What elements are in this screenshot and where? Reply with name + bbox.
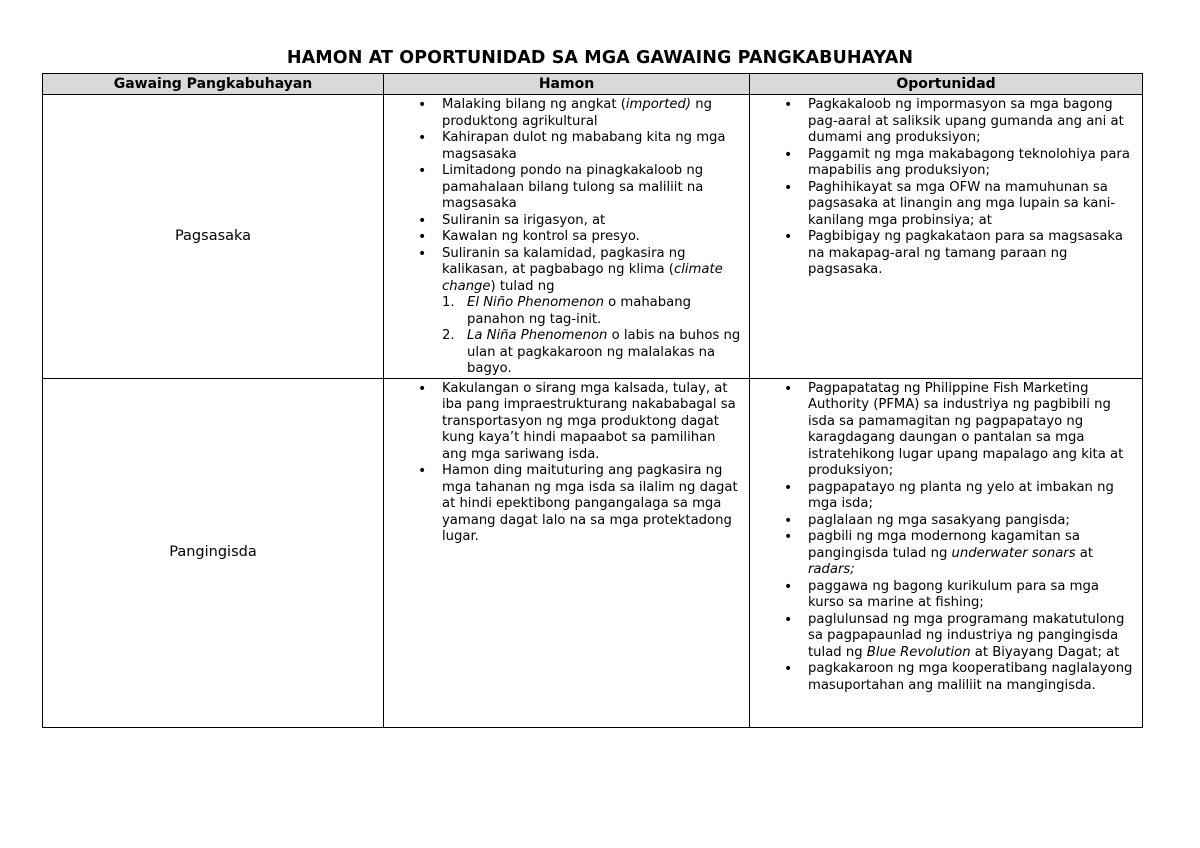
table-row-pagsasaka	[43, 95, 1143, 379]
hamon-cell	[384, 95, 750, 379]
list-item: • Kawalan ng kontrol sa presyo.	[442, 229, 743, 246]
hamon-list	[384, 95, 749, 378]
list-item: • Kahirapan dulot ng mababang kita ng mga magsasaka	[442, 130, 743, 163]
category-cell: Pangingisda	[43, 378, 384, 727]
list-item: • pagbili ng mga modernong kagamitan sa pangingisda tulad ng underwater sonars at radars;	[808, 529, 1136, 579]
list-item: • Suliranin sa irigasyon, at	[442, 213, 743, 230]
oportunidad-list	[750, 379, 1142, 695]
oportunidad-cell	[750, 95, 1143, 379]
list-item: • Pagkakaloob ng impormasyon sa mga bagong pag-aaral at saliksik upang gumanda ang ani at dumami ang produksiyon;	[808, 97, 1136, 147]
livelihood-table	[42, 73, 1143, 728]
list-item: • Paggamit ng mga makabagong teknolohiya para mapabilis ang produksiyon;	[808, 147, 1136, 180]
hamon-cell	[384, 378, 750, 727]
header-oportunidad: Oportunidad	[750, 74, 1143, 95]
oportunidad-list	[750, 95, 1142, 279]
category-cell: Pagsasaka	[43, 95, 384, 379]
table-header-row	[43, 74, 1143, 95]
document-title: HAMON AT OPORTUNIDAD SA MGA GAWAING PANGKABUHAYAN	[286, 48, 914, 68]
list-item: • paglalaan ng mga sasakyang pangisda;	[808, 513, 1136, 530]
sublist-item: 2. La Niña Phenomenon o labis na buhos ng ulan at pagkakaroon ng malalakas na bagyo.	[442, 328, 741, 376]
list-item: • Hamon ding maituturing ang pagkasira ng mga tahanan ng mga isda sa ilalim ng dagat at hindi epektibong pangangalaga sa mga yamang dagat lalo na sa mga protektadong lugar.	[442, 463, 743, 546]
list-item: • Kakulangan o sirang mga kalsada, tulay, at iba pang impraestrukturang nakababagal sa transportasyon ng mga produktong dagat kung kaya’t hindi mapaabot sa pamilihan ang mga sariwang isda.	[442, 381, 743, 464]
list-item: • Limitadong pondo na pinagkakaloob ng pamahalaan bilang tulong sa maliliit na magsasaka	[442, 163, 743, 213]
list-item: • pagpapatayo ng planta ng yelo at imbakan ng mga isda;	[808, 480, 1136, 513]
oportunidad-cell	[750, 378, 1143, 727]
header-hamon: Hamon	[384, 74, 750, 95]
numbered-sublist	[442, 295, 743, 378]
list-item: • Suliranin sa kalamidad, pagkasira ng kalikasan, at pagbabago ng klima (climate change) tulad ng 1. El Niño Phenomenon o mahabang panahon ng tag-init. 2. La Niña Phenomenon o labis na buhos ng ulan at pagkakaroon ng malalakas na bagyo.	[442, 246, 743, 378]
header-gawaing-pangkabuhayan: Gawaing Pangkabuhayan	[43, 74, 384, 95]
sublist-item: 1. El Niño Phenomenon o mahabang panahon ng tag-init.	[442, 295, 691, 327]
list-item: • paglulunsad ng mga programang makatutulong sa pagpapaunlad ng industriya ng pangingisda tulad ng Blue Revolution at Biyayang Dagat; at	[808, 612, 1136, 662]
list-item: • paggawa ng bagong kurikulum para sa mga kurso sa marine at fishing;	[808, 579, 1136, 612]
list-item: • Malaking bilang ng angkat (imported) ng produktong agrikultural	[442, 97, 743, 130]
list-item: • Paghihikayat sa mga OFW na mamuhunan sa pagsasaka at linangin ang mga lupain sa kani-kanilang mga probinsiya; at	[808, 180, 1136, 230]
hamon-list	[384, 379, 749, 546]
list-item: • Pagbibigay ng pagkakataon para sa magsasaka na makapag-aral ng tamang paraan ng pagsasaka.	[808, 229, 1136, 279]
list-item: • pagkakaroon ng mga kooperatibang naglalayong masuportahan ang maliliit na mangingisda.	[808, 661, 1136, 694]
list-item: • Pagpapatatag ng Philippine Fish Marketing Authority (PFMA) sa industriya ng pagbibili ng isda sa pamamagitan ng pagpapatayo ng karagdagang daungan o pantalan sa mga istratehikong lugar upang mapalago ang kita at produksiyon;	[808, 381, 1136, 480]
table-row-pangingisda	[43, 378, 1143, 727]
